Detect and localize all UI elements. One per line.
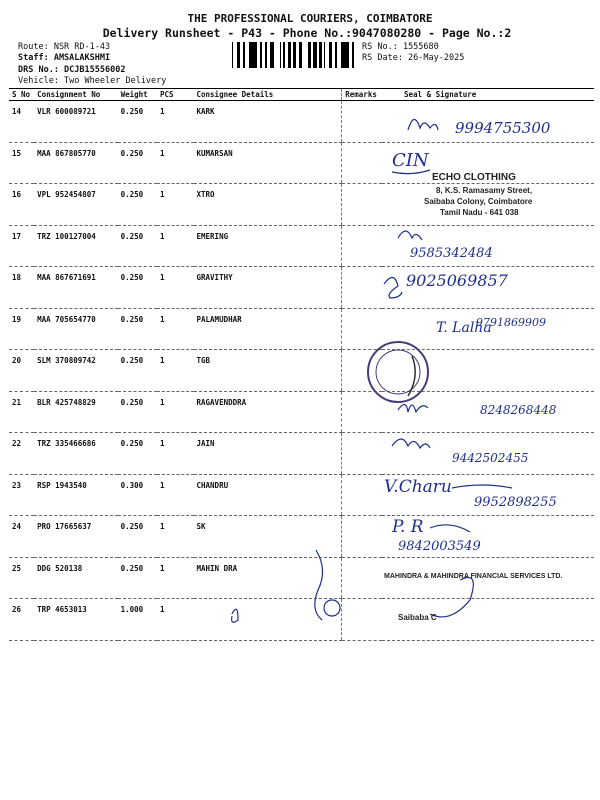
cell-details: EMERING (194, 225, 342, 267)
cell-remarks (342, 350, 382, 392)
cell-seal-signature (382, 350, 594, 392)
cell-details: RAGAVENDDRA (194, 391, 342, 433)
barcode-bar (341, 42, 344, 68)
handwritten-phone: 9025069857 (406, 271, 508, 290)
cell-details (194, 599, 342, 641)
cell-remarks (342, 184, 382, 226)
cell-weight: 0.250 (118, 267, 157, 309)
barcode-bar (266, 42, 267, 68)
cell-pcs: 1 (157, 350, 193, 392)
cell-cons: TRZ 335466686 (34, 433, 118, 475)
handwritten-name: P. R (392, 517, 424, 537)
cell-cons: DDG 520138 (34, 557, 118, 599)
runsheet-table (9, 88, 594, 641)
handwritten-phone: 9585342484 (410, 246, 493, 261)
cell-remarks (342, 308, 382, 350)
stamp-line: Saibaba C (398, 613, 437, 622)
cell-seal-signature (382, 557, 594, 599)
cell-pcs: 1 (157, 599, 193, 641)
drs-number: DRS No.: DCJB15556002 (18, 65, 126, 75)
cell-seal-signature (382, 184, 594, 226)
cell-weight: 0.250 (118, 433, 157, 475)
handwritten-name: V.Charu (384, 477, 452, 497)
cell-weight: 0.250 (118, 391, 157, 433)
cell-details: TGB (194, 350, 342, 392)
table-header-row (9, 89, 594, 101)
cell-seal-signature (382, 433, 594, 475)
barcode-bar (319, 42, 321, 68)
company-title: THE PROFESSIONAL COURIERS, COIMBATORE (187, 12, 433, 25)
cell-details: JAIN (194, 433, 342, 475)
cell-remarks (342, 474, 382, 516)
cell-remarks (342, 101, 382, 143)
stamp-line: 8, K.S. Ramasamy Street, (436, 186, 533, 195)
barcode-bar (313, 42, 314, 68)
table-row (9, 101, 594, 143)
cell-weight: 0.250 (118, 101, 157, 143)
cell-cons: SLM 370809742 (34, 350, 118, 392)
cell-pcs: 1 (157, 225, 193, 267)
cell-remarks (342, 516, 382, 558)
cell-cons: TRP 4653013 (34, 599, 118, 641)
cell-seal-signature (382, 516, 594, 558)
table-row (9, 599, 594, 641)
cell-pcs: 1 (157, 308, 193, 350)
barcode-bar (280, 42, 281, 68)
cell-cons: MAA 867671691 (34, 267, 118, 309)
cell-seal-signature (382, 142, 594, 184)
cell-sno: 24 (9, 516, 34, 558)
table-row (9, 142, 594, 184)
cell-details: GRAVITHY (194, 267, 342, 309)
barcode-bar (344, 42, 346, 68)
table-row (9, 350, 594, 392)
barcode-bar (329, 42, 332, 68)
cell-remarks (342, 267, 382, 309)
barcode-bar (308, 42, 309, 68)
barcode-bar (270, 42, 272, 68)
cell-seal-signature (382, 474, 594, 516)
cell-pcs: 1 (157, 433, 193, 475)
rs-number: RS No.: 1555680 (362, 42, 439, 52)
cell-cons: MAA 705654770 (34, 308, 118, 350)
cell-remarks (342, 599, 382, 641)
cell-pcs: 1 (157, 184, 193, 226)
cell-sno: 22 (9, 433, 34, 475)
col-weight: Weight (118, 89, 157, 101)
cell-seal-signature (382, 101, 594, 143)
table-row (9, 308, 594, 350)
handwritten-initials: CIN (392, 150, 429, 171)
cell-remarks (342, 433, 382, 475)
cell-remarks (342, 225, 382, 267)
cell-details: SK (194, 516, 342, 558)
cell-cons: VLR 600089721 (34, 101, 118, 143)
cell-seal-signature (382, 267, 594, 309)
cell-sno: 19 (9, 308, 34, 350)
table-row (9, 433, 594, 475)
cell-sno: 15 (9, 142, 34, 184)
barcode-bar (272, 42, 274, 68)
cell-cons: PRO 17665637 (34, 516, 118, 558)
barcode-bar (294, 42, 296, 68)
cell-pcs: 1 (157, 142, 193, 184)
cell-details: PALAMUDHAR (194, 308, 342, 350)
handwritten-phone: 9952898255 (474, 495, 557, 510)
cell-cons: VPL 952454807 (34, 184, 118, 226)
handwritten-name: T. Lalha (436, 320, 492, 336)
rs-date: RS Date: 26-May-2025 (362, 53, 465, 63)
col-remarks: Remarks (342, 89, 382, 101)
cell-sno: 25 (9, 557, 34, 599)
cell-weight: 0.250 (118, 308, 157, 350)
handwritten-phone: 8248268448 (480, 403, 557, 417)
barcode-bar (237, 42, 240, 68)
cell-pcs: 1 (157, 557, 193, 599)
cell-weight: 1.000 (118, 599, 157, 641)
col-consignment: Consignment No (34, 89, 118, 101)
vehicle-label: Vehicle: Two Wheeler Delivery (18, 76, 167, 86)
cell-remarks (342, 391, 382, 433)
table-row (9, 184, 594, 226)
stamp-line: Saibaba Colony, Coimbatore (424, 197, 533, 206)
cell-sno: 26 (9, 599, 34, 641)
cell-cons: MAA 867805770 (34, 142, 118, 184)
barcode-bar (254, 42, 257, 68)
barcode (232, 42, 356, 68)
cell-sno: 14 (9, 101, 34, 143)
cell-remarks (342, 142, 382, 184)
table-row (9, 225, 594, 267)
handwritten-phone: 9791869909 (476, 316, 546, 329)
handwritten-phone: 9442502455 (452, 451, 529, 465)
cell-pcs: 1 (157, 267, 193, 309)
cell-remarks (342, 557, 382, 599)
cell-cons: RSP 1943540 (34, 474, 118, 516)
barcode-bar (283, 42, 285, 68)
barcode-bar (249, 42, 252, 68)
barcode-bar (243, 42, 245, 68)
barcode-bar (252, 42, 254, 68)
barcode-bar (324, 42, 325, 68)
col-consignee: Consignee Details (194, 89, 342, 101)
table-row (9, 557, 594, 599)
barcode-bar (335, 42, 337, 68)
handwritten-phone: 9842003549 (398, 539, 481, 554)
cell-weight: 0.250 (118, 350, 157, 392)
col-seal-signature: Seal & Signature (382, 89, 594, 101)
barcode-bar (346, 42, 349, 68)
stamp-line: MAHINDRA & MAHINDRA FINANCIAL SERVICES LTD. (384, 573, 563, 580)
cell-sno: 21 (9, 391, 34, 433)
col-pcs: PCS (157, 89, 193, 101)
barcode-bar (260, 42, 262, 68)
cell-weight: 0.250 (118, 184, 157, 226)
cell-details: KARK (194, 101, 342, 143)
stamp-line: ECHO CLOTHING (432, 172, 516, 183)
cell-seal-signature (382, 391, 594, 433)
handwritten-phone: 9994755300 (455, 119, 551, 137)
cell-sno: 16 (9, 184, 34, 226)
barcode-bar (265, 42, 266, 68)
table-row (9, 267, 594, 309)
cell-weight: 0.250 (118, 516, 157, 558)
cell-sno: 20 (9, 350, 34, 392)
barcode-bar (288, 42, 291, 68)
staff-label: Staff: AMSALAKSHMI (18, 53, 111, 63)
route-label: Route: NSR RD-1-43 (18, 42, 111, 52)
cell-details: KUMARSAN (194, 142, 342, 184)
cell-pcs: 1 (157, 474, 193, 516)
barcode-bar (299, 42, 302, 68)
cell-details: XTRO (194, 184, 342, 226)
cell-weight: 0.250 (118, 142, 157, 184)
cell-sno: 18 (9, 267, 34, 309)
cell-cons: TRZ 100127004 (34, 225, 118, 267)
cell-seal-signature (382, 225, 594, 267)
cell-sno: 17 (9, 225, 34, 267)
cell-sno: 23 (9, 474, 34, 516)
barcode-bar (314, 42, 317, 68)
barcode-bar (309, 42, 311, 68)
cell-cons: BLR 425748829 (34, 391, 118, 433)
cell-weight: 0.300 (118, 474, 157, 516)
col-sno: S No (9, 89, 34, 101)
barcode-bar (321, 42, 322, 68)
cell-weight: 0.250 (118, 557, 157, 599)
stamp-line: Tamil Nadu - 641 038 (440, 208, 519, 217)
cell-pcs: 1 (157, 391, 193, 433)
barcode-bar (232, 42, 233, 68)
cell-pcs: 1 (157, 101, 193, 143)
table-row (9, 474, 594, 516)
table-row (9, 516, 594, 558)
cell-seal-signature (382, 308, 594, 350)
barcode-bar (293, 42, 294, 68)
runsheet-title: Delivery Runsheet - P43 - Phone No.:9047080280 - Page No.:2 (102, 26, 512, 40)
barcode-bar (352, 42, 354, 68)
cell-weight: 0.250 (118, 225, 157, 267)
table-row (9, 391, 594, 433)
cell-details: MAHIN DRA (194, 557, 342, 599)
cell-details: CHANDRU (194, 474, 342, 516)
cell-seal-signature (382, 599, 594, 641)
cell-pcs: 1 (157, 516, 193, 558)
